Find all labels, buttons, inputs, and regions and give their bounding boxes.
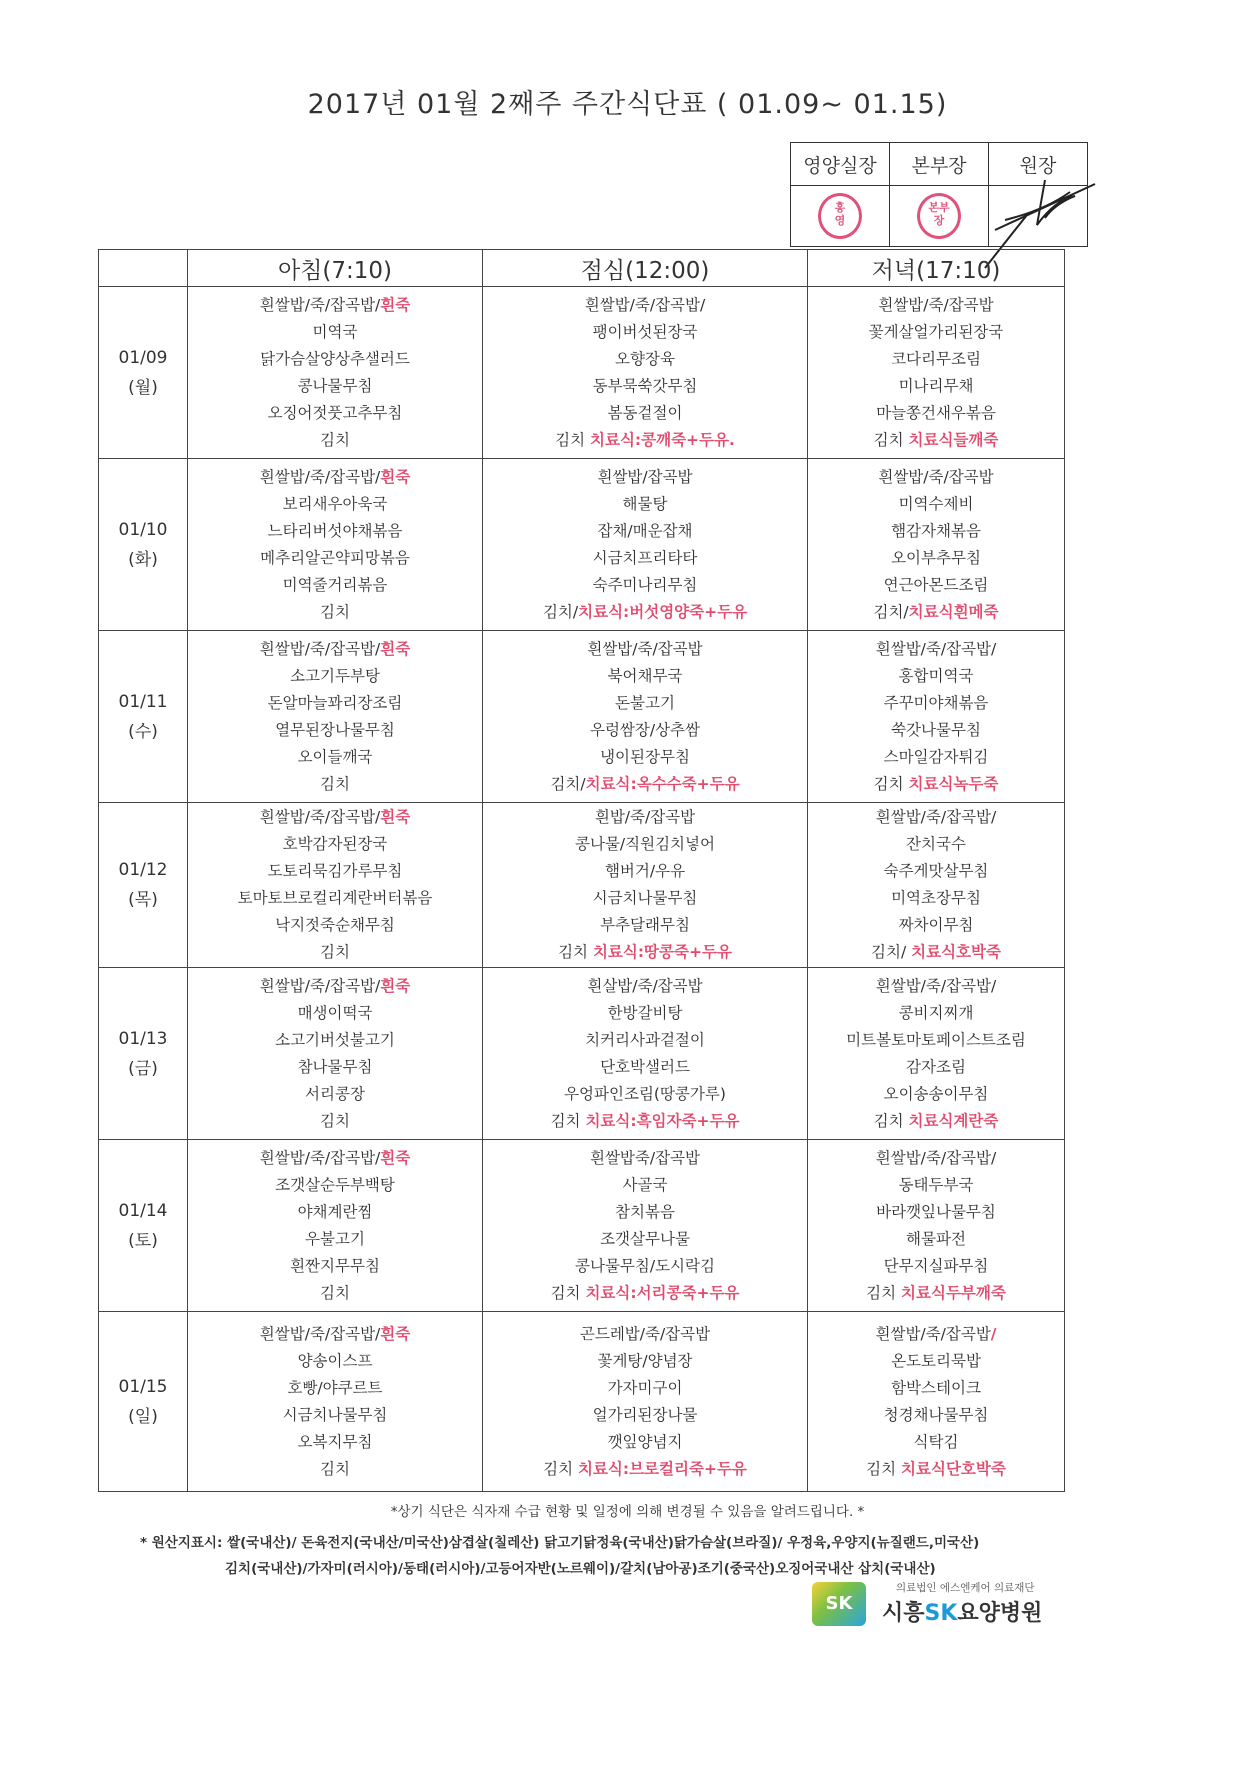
menu-item: 닭가슴살양상추샐러드 [260,349,410,368]
menu-item: 김치 치료식:콩깨죽+두유. [555,430,735,449]
header-day [99,250,188,287]
menu-item: 팽이버섯된장국 [592,322,698,341]
lunch-cell [483,968,808,1140]
menu-item: 시금치프리타타 [592,548,698,567]
menu-item: 동부묵쑥갓무침 [592,376,698,395]
menu-item: 김치/치료식:옥수수죽+두유 [550,774,740,793]
menu-item: 메추리알곤약피망볶음 [260,548,410,567]
header-breakfast: 아침(7:10) [188,250,483,287]
special-diet-label: 흰죽 [380,808,411,826]
table-row [99,1140,1065,1312]
menu-item: 흰쌀밥/죽/잡곡밥/ [875,1324,997,1343]
menu-item: 양송이스프 [297,1351,373,1370]
special-diet-label: 치료식녹두죽 [908,774,999,793]
breakfast-cell [188,287,483,459]
table-row [99,287,1065,459]
menu-item: 흰쌀밥/죽/잡곡밥/ [875,808,997,826]
menu-item: 스마일감자튀김 [883,747,989,766]
day-cell [99,803,188,968]
day-cell [99,1140,188,1312]
special-diet-label: 흰죽 [380,976,411,995]
day-date: 01/14 [118,1200,168,1221]
day-weekday: (토) [128,1230,158,1251]
menu-item: 김치 [320,430,350,449]
day-date: 01/10 [118,519,168,540]
menu-body [99,287,1065,1492]
menu-item: 흰쌀밥/죽/잡곡밥/흰죽 [259,295,411,314]
menu-item: 흰쌀밥/죽/잡곡밥/흰죽 [259,1324,411,1343]
menu-item: 홍합미역국 [898,666,974,685]
menu-item: 한방갈비탕 [607,1003,683,1022]
menu-item: 깻잎양념지 [607,1432,683,1451]
menu-item: 흰쌀밥/죽/잡곡밥/ [584,295,706,314]
breakfast-cell [188,631,483,803]
origin-line-2: 김치(국내산)/가자미(러시아)/동태(러시아)/고등어자반(노르웨이)/갈치(남아공)조기(중국산)오징어국내산 삽치(국내산) [225,1561,936,1577]
origin-line-1: * 원산지표시: 쌀(국내산)/ 돈육전지(국내산/미국산)삼겹살(칠레산) 닭고기닭정육(국내산)닭가슴살(브라질)/ 우정육,우양지(뉴질랜드,미국산) [140,1535,980,1551]
menu-item: 콩나물/직원김치넣어 [575,835,715,853]
menu-item: 햄버거/우유 [604,862,686,880]
special-diet-label: 치료식들깨죽 [908,430,999,449]
menu-item: 시금치나물무침 [592,889,698,907]
menu-item: 김치 [320,943,350,961]
dinner-cell [808,287,1065,459]
menu-item: 온도토리묵밥 [891,1351,981,1370]
menu-item: 호빵/야쿠르트 [287,1378,383,1397]
menu-item: 연근아몬드조림 [883,575,989,594]
menu-item: 우불고기 [305,1229,365,1248]
day-date: 01/13 [118,1028,168,1049]
menu-item: 김치 치료식계란죽 [873,1111,999,1130]
special-diet-label: 치료식계란죽 [908,1111,999,1130]
menu-item: 김치 [320,1111,350,1130]
menu-item: 콩나물무침 [297,376,373,395]
menu-item: 김치 치료식:서리콩죽+두유 [550,1283,740,1302]
menu-item: 미역국 [312,322,358,341]
day-weekday: (월) [128,377,158,398]
special-diet-label: / [990,1324,997,1343]
menu-item: 김치 치료식단호박죽 [866,1459,1006,1478]
day-cell [99,459,188,631]
menu-item: 얼가리된장나물 [592,1405,698,1424]
menu-item: 콩나물무침/도시락김 [575,1256,715,1275]
special-diet-label: 흰죽 [380,295,411,314]
menu-item: 흰쌀밥/죽/잡곡밥/ [875,639,997,658]
menu-item: 김치 [320,774,350,793]
dinner-cell [808,459,1065,631]
menu-item: 조갯살무나물 [600,1229,690,1248]
day-weekday: (일) [128,1406,158,1427]
dinner-cell [808,1140,1065,1312]
menu-item: 호박감자된장국 [282,835,388,853]
menu-item: 냉이된장무침 [600,747,690,766]
menu-item: 우엉파인조림(땅콩가루) [564,1084,726,1103]
seal-stamp-icon: 본부 장 [917,193,961,239]
table-row [99,1312,1065,1492]
menu-item: 단호박샐러드 [600,1057,690,1076]
day-date: 01/12 [118,860,168,880]
day-weekday: (금) [128,1058,158,1079]
special-diet-label: 흰죽 [380,639,411,658]
menu-item: 사골국 [622,1175,668,1194]
menu-item: 느타리버섯야채볶음 [267,521,403,540]
menu-item: 김치 치료식들깨죽 [873,430,999,449]
day-weekday: (목) [128,890,158,910]
breakfast-cell [188,1140,483,1312]
menu-item: 곤드레밥/죽/잡곡밥 [579,1324,711,1343]
seal-stamp-icon: 홍 영 [818,193,862,239]
menu-item: 오이들깨국 [297,747,373,766]
special-diet-label: 치료식:콩깨죽+두유. [590,430,735,449]
menu-item: 김치 [320,602,350,621]
special-diet-label: 치료식단호박죽 [901,1459,1006,1478]
menu-item: 김치 [320,1459,350,1478]
logo-subtitle: 의료법인 에스엔케어 의료재단 [896,1582,1035,1594]
menu-item: 꽃게살얼가리된장국 [868,322,1004,341]
menu-item: 김치/치료식:버섯영양죽+두유 [542,602,748,621]
menu-item: 마늘쫑건새우볶음 [876,403,996,422]
dinner-cell [808,1312,1065,1492]
menu-item: 오이부추무침 [891,548,981,567]
menu-item: 미나리무채 [898,376,974,395]
menu-item: 흰쌀밥/죽/잡곡밥/흰죽 [259,808,411,826]
table-row [99,459,1065,631]
day-weekday: (수) [128,721,158,742]
menu-item: 해물탕 [622,494,668,513]
menu-item: 짜차이무침 [898,916,974,934]
special-diet-label: 치료식두부깨죽 [901,1283,1006,1302]
dinner-cell [808,968,1065,1140]
approval-stamp-cell-2 [890,186,989,247]
menu-item: 흰쌀밥/죽/잡곡밥/흰죽 [259,639,411,658]
menu-item: 서리콩장 [305,1084,365,1103]
lunch-cell [483,459,808,631]
day-date: 01/09 [118,347,168,368]
day-weekday: (화) [128,549,158,570]
origin-info [140,1530,1140,1582]
menu-item: 흰쌀밥죽/잡곡밥 [589,1148,701,1167]
lunch-cell [483,287,808,459]
lunch-cell [483,631,808,803]
menu-item: 부추달래무침 [600,916,690,934]
menu-item: 숙주게맛살무침 [883,862,989,880]
day-date: 01/11 [118,691,168,712]
menu-item: 단무지실파무침 [883,1256,989,1275]
approval-stamp-cell-1 [791,186,890,247]
menu-item: 콩비지찌개 [898,1003,974,1022]
menu-item: 매생이떡국 [297,1003,373,1022]
menu-item: 잔치국수 [906,835,966,853]
menu-item: 꽃게탕/양념장 [597,1351,693,1370]
menu-item: 김치/치료식흰메죽 [873,602,999,621]
menu-item: 동태두부국 [898,1175,974,1194]
day-cell [99,287,188,459]
day-cell [99,1312,188,1492]
menu-item: 시금치나물무침 [282,1405,388,1424]
menu-item: 보리새우아욱국 [282,494,388,513]
hospital-name: 시흥SK요양병원 [882,1601,1043,1626]
special-diet-label: 흰죽 [380,1148,411,1167]
approval-role-chief: 원장 [989,143,1088,186]
menu-item: 김치 치료식:흑임자죽+두유 [550,1111,740,1130]
menu-item: 참치볶음 [615,1202,675,1221]
menu-item: 미역초장무침 [891,889,981,907]
menu-item: 오향장육 [615,349,675,368]
breakfast-cell [188,803,483,968]
special-diet-label: 치료식:옥수수죽+두유 [585,774,740,793]
menu-item: 잡채/매운잡채 [597,521,693,540]
menu-item: 흰쌀밥/잡곡밥 [597,467,693,486]
change-notice: *상기 식단은 식자재 수급 현황 및 일정에 의해 변경될 수 있음을 알려드립니다. * [390,1504,865,1520]
menu-item: 김치/ 치료식호박죽 [871,943,1001,961]
menu-item: 식탁김 [913,1432,959,1451]
menu-item: 소고기두부탕 [290,666,380,685]
menu-item: 흰쌀밥/죽/잡곡밥/ [875,976,997,995]
header-lunch: 점심(12:00) [483,250,808,287]
menu-item: 오징어젓풋고추무침 [267,403,403,422]
special-diet-label: 치료식:버섯영양죽+두유 [578,602,748,621]
hospital-logo [812,1580,1072,1632]
menu-item: 소고기버섯불고기 [275,1030,395,1049]
lunch-cell [483,1140,808,1312]
menu-item: 가자미구이 [607,1378,683,1397]
menu-item: 북어채무국 [607,666,683,685]
menu-item: 청경채나물무침 [883,1405,989,1424]
menu-item: 김치 치료식:브로컬리죽+두유 [543,1459,747,1478]
menu-item: 오복지무침 [297,1432,373,1451]
menu-item: 흰쌀밥/죽/잡곡밥/흰죽 [259,976,411,995]
menu-item: 낙지젓죽순채무침 [275,916,395,934]
menu-item: 흰밥/죽/잡곡밥 [594,808,696,826]
menu-item: 조갯살순두부백탕 [275,1175,395,1194]
menu-item: 바라깻잎나물무침 [876,1202,996,1221]
menu-item: 도토리묵김가루무침 [267,862,403,880]
table-row [99,968,1065,1140]
day-date: 01/15 [118,1376,168,1397]
menu-item: 흰짠지무무침 [290,1256,380,1275]
approval-role-nutrition: 영양실장 [791,143,890,186]
menu-item: 돈알마늘꽈리장조림 [267,693,403,712]
menu-item: 봄동겉절이 [607,403,683,422]
menu-item: 흰쌀밥/죽/잡곡밥/ [875,1148,997,1167]
menu-item: 함박스테이크 [891,1378,981,1397]
page-title: 2017년 01월 2째주 주간식단표 ( 01.09~ 01.15) [307,89,948,120]
breakfast-cell [188,968,483,1140]
menu-item: 해물파전 [906,1229,966,1248]
menu-item: 미역수제비 [898,494,974,513]
menu-item: 코다리무조림 [891,349,981,368]
special-diet-label: 치료식:브로컬리죽+두유 [577,1459,747,1478]
special-diet-label: 치료식:흑임자죽+두유 [585,1111,740,1130]
menu-item: 치커리사과겉절이 [585,1030,705,1049]
menu-item: 참나물무침 [297,1057,373,1076]
menu-item: 김치 치료식:땅콩죽+두유 [558,943,732,961]
menu-item: 감자조림 [906,1057,966,1076]
menu-item: 열무된장나물무침 [275,720,395,739]
approval-role-director: 본부장 [890,143,989,186]
special-diet-label: 흰죽 [380,467,411,486]
menu-item: 김치 치료식녹두죽 [873,774,999,793]
menu-item: 쑥갓나물무침 [891,720,981,739]
menu-item: 흰쌀밥/죽/잡곡밥 [587,639,703,658]
special-diet-label: 치료식호박죽 [911,943,1001,961]
special-diet-label: 치료식:땅콩죽+두유 [592,943,732,961]
menu-item: 흰쌀밥/죽/잡곡밥/흰죽 [259,1148,411,1167]
menu-table [98,249,1065,1492]
menu-item: 흰살밥/죽/잡곡밥 [587,976,703,995]
special-diet-label: 흰죽 [380,1324,411,1343]
menu-item: 햄감자채볶음 [891,521,981,540]
menu-item: 미트볼토마토페이스트조림 [846,1030,1026,1049]
menu-item: 오이송송이무침 [883,1084,989,1103]
day-cell [99,968,188,1140]
special-diet-label: 치료식흰메죽 [908,602,999,621]
menu-item: 흰쌀밥/죽/잡곡밥 [878,295,994,314]
menu-item: 흰쌀밥/죽/잡곡밥/흰죽 [259,467,411,486]
menu-item: 토마토브로컬리계란버터볶음 [237,889,433,907]
menu-item: 김치 [320,1283,350,1302]
menu-item: 야채계란찜 [297,1202,373,1221]
special-diet-label: 치료식:서리콩죽+두유 [585,1283,740,1302]
sk-logo-icon: SK [812,1582,866,1626]
menu-item: 우렁쌈장/상추쌈 [589,720,701,739]
menu-item: 돈불고기 [615,693,675,712]
menu-item: 흰쌀밥/죽/잡곡밥 [878,467,994,486]
menu-item: 미역줄거리볶음 [282,575,388,594]
menu-item: 김치 치료식두부깨죽 [866,1283,1006,1302]
day-cell [99,631,188,803]
menu-item: 숙주미나리무침 [592,575,698,594]
lunch-cell [483,803,808,968]
header-dinner: 저녁(17:10) [808,250,1065,287]
breakfast-cell [188,1312,483,1492]
menu-item: 주꾸미야채볶음 [883,693,989,712]
dinner-cell [808,631,1065,803]
breakfast-cell [188,459,483,631]
dinner-cell [808,803,1065,968]
lunch-cell [483,1312,808,1492]
table-row [99,803,1065,968]
table-row [99,631,1065,803]
